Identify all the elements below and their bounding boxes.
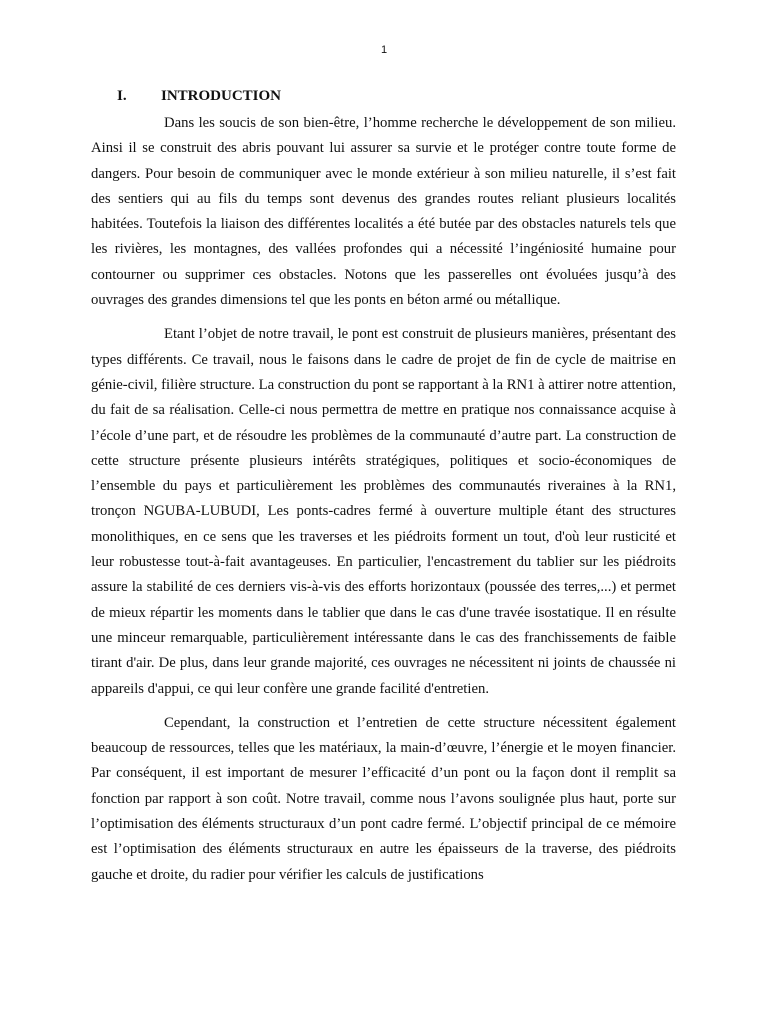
section-heading	[117, 88, 281, 105]
page-number: 1	[380, 44, 388, 56]
document-body	[91, 111, 676, 888]
section-title: INTRODUCTION	[161, 88, 282, 104]
paragraph-1: Dans les soucis de son bien-être, l’homme recherche le développement de son milieu. Ainsi il se construit des abris pouvant lui assurer sa survie et le protéger contre toute forme de dangers. Pour besoin de communiquer avec le monde extérieur à son milieu naturelle, il s’est fait des sentiers qui au fils du temps sont devenus des grandes routes reliant plusieurs localités habitées. Toutefois la liaison des différentes localités a été butée par des obstacles naturels tels que les rivières, les montagnes, des vallées profondes qui a nécessité l’ingéniosité humaine pour contourner ou supprimer ces obstacles. Notons que les passerelles ont évoluées jusqu’à des ouvrages des grandes dimensions tel que les ponts en béton armé ou métallique.	[91, 115, 676, 309]
paragraph-3: Cependant, la construction et l’entretien de cette structure nécessitent également beaucoup de ressources, telles que les matériaux, la main-d’œuvre, l’énergie et le moyen financier. Par conséquent, il est important de mesurer l’efficacité d’un pont ou la façon dont il remplit sa fonction par rapport à son coût. Notre travail, comme nous l’avons soulignée plus haut, porte sur l’optimisation des éléments structuraux d’un pont cadre fermé. L’objectif principal de ce mémoire est l’optimisation des éléments structuraux en autre les épaisseurs de la traverse, des piédroits gauche et droite, du radier pour vérifier les calculs de justifications	[91, 714, 676, 883]
section-number: I.	[117, 88, 127, 104]
paragraph-2: Etant l’objet de notre travail, le pont est construit de plusieurs manières, présentant des types différents. Ce travail, nous le faisons dans le cadre de projet de fin de cycle de maitrise en génie-civil, filière structure. La construction du pont se rapportant à la RN1 à attirer notre attention, du fait de sa réalisation. Celle-ci nous permettra de mettre en pratique nos connaissance acquise à l’école d’une part, et de résoudre les problèmes de la communauté d’autre part. La construction de cette structure présente plusieurs intérêts stratégiques, politiques et socio-économiques de l’ensemble du pays et particulièrement les problèmes des communautés riveraines à la RN1, tronçon NGUBA-LUBUDI, Les ponts-cadres fermé à ouverture multiple étant des structures monolithiques, en ce sens que les traverses et les piédroits forment un tout, d'où leur rusticité et leur robustesse tout-à-fait avantageuses. En particulier, l'encastrement du tablier sur les piédroits assure la stabilité de ces derniers vis-à-vis des efforts horizontaux (poussée des terres,...) et permet de mieux répartir les moments dans le tablier que dans le cas d'une travée isostatique. Il en résulte une minceur remarquable, particulièrement intéressante dans le cas des franchissements de faible tirant d'air. De plus, dans leur grande majorité, ces ouvrages ne nécessitent ni joints de chaussée ni appareils d'appui, ce qui leur confère une grande facilité d'entretien.	[91, 326, 676, 697]
